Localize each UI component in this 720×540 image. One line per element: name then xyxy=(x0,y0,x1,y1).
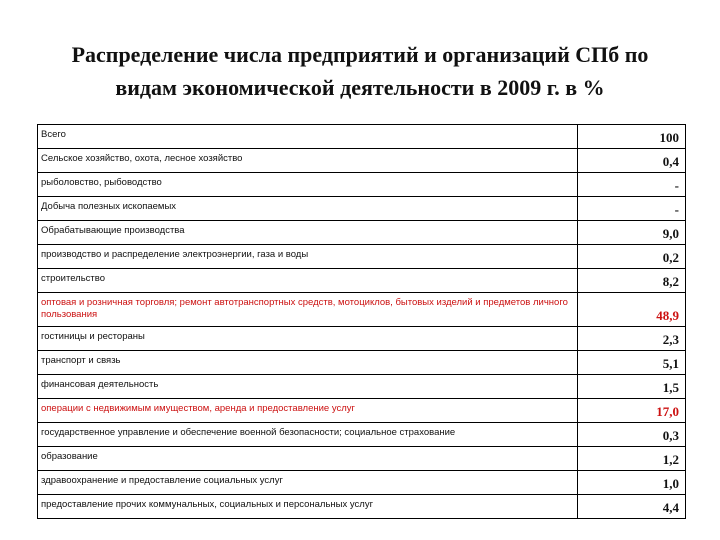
row-label: государственное управление и обеспечение военной безопасности; социальное страхование xyxy=(38,423,578,447)
table-row xyxy=(38,125,686,149)
row-label: финансовая деятельность xyxy=(38,375,578,399)
row-value: 2,3 xyxy=(578,327,686,351)
row-label: транспорт и связь xyxy=(38,351,578,375)
table-row xyxy=(38,197,686,221)
table-row xyxy=(38,173,686,197)
table-row xyxy=(38,221,686,245)
row-label: Сельское хозяйство, охота, лесное хозяйство xyxy=(38,149,578,173)
table-row xyxy=(38,447,686,471)
row-label: Всего xyxy=(38,125,578,149)
row-value: 8,2 xyxy=(578,269,686,293)
table-row xyxy=(38,269,686,293)
row-label: оптовая и розничная торговля; ремонт автотранспортных средств, мотоциклов, бытовых изделий и предметов личного пользования xyxy=(38,293,578,327)
row-value: 48,9 xyxy=(578,293,686,327)
row-value: 1,0 xyxy=(578,471,686,495)
row-label: Добыча полезных ископаемых xyxy=(38,197,578,221)
row-value: 4,4 xyxy=(578,495,686,519)
table-row xyxy=(38,375,686,399)
table-row-highlighted xyxy=(38,293,686,327)
table-row xyxy=(38,423,686,447)
row-value: - xyxy=(578,173,686,197)
table-row xyxy=(38,245,686,269)
title-line-1: Распределение числа предприятий и организаций СПб по xyxy=(71,42,649,67)
row-value: 5,1 xyxy=(578,351,686,375)
table-row xyxy=(38,495,686,519)
table-row xyxy=(38,327,686,351)
row-label: строительство xyxy=(38,269,578,293)
distribution-table xyxy=(37,124,686,519)
table-row-highlighted xyxy=(38,399,686,423)
row-value: 0,4 xyxy=(578,149,686,173)
row-label: гостиницы и рестораны xyxy=(38,327,578,351)
row-label: предоставление прочих коммунальных, социальных и персональных услуг xyxy=(38,495,578,519)
row-value: 100 xyxy=(578,125,686,149)
row-value: - xyxy=(578,197,686,221)
row-value: 17,0 xyxy=(578,399,686,423)
row-value: 1,5 xyxy=(578,375,686,399)
table-row xyxy=(38,149,686,173)
row-label: рыболовство, рыбоводство xyxy=(38,173,578,197)
page-title xyxy=(0,38,720,104)
table-row xyxy=(38,471,686,495)
row-value: 9,0 xyxy=(578,221,686,245)
row-value: 1,2 xyxy=(578,447,686,471)
row-label: здравоохранение и предоставление социальных услуг xyxy=(38,471,578,495)
row-label: операции с недвижимым имуществом, аренда и предоставление услуг xyxy=(38,399,578,423)
row-value: 0,3 xyxy=(578,423,686,447)
row-label: образование xyxy=(38,447,578,471)
title-line-2: видам экономической деятельности в 2009 г. в % xyxy=(115,75,605,100)
row-value: 0,2 xyxy=(578,245,686,269)
row-label: производство и распределение электроэнергии, газа и воды xyxy=(38,245,578,269)
table-row xyxy=(38,351,686,375)
row-label: Обрабатывающие производства xyxy=(38,221,578,245)
